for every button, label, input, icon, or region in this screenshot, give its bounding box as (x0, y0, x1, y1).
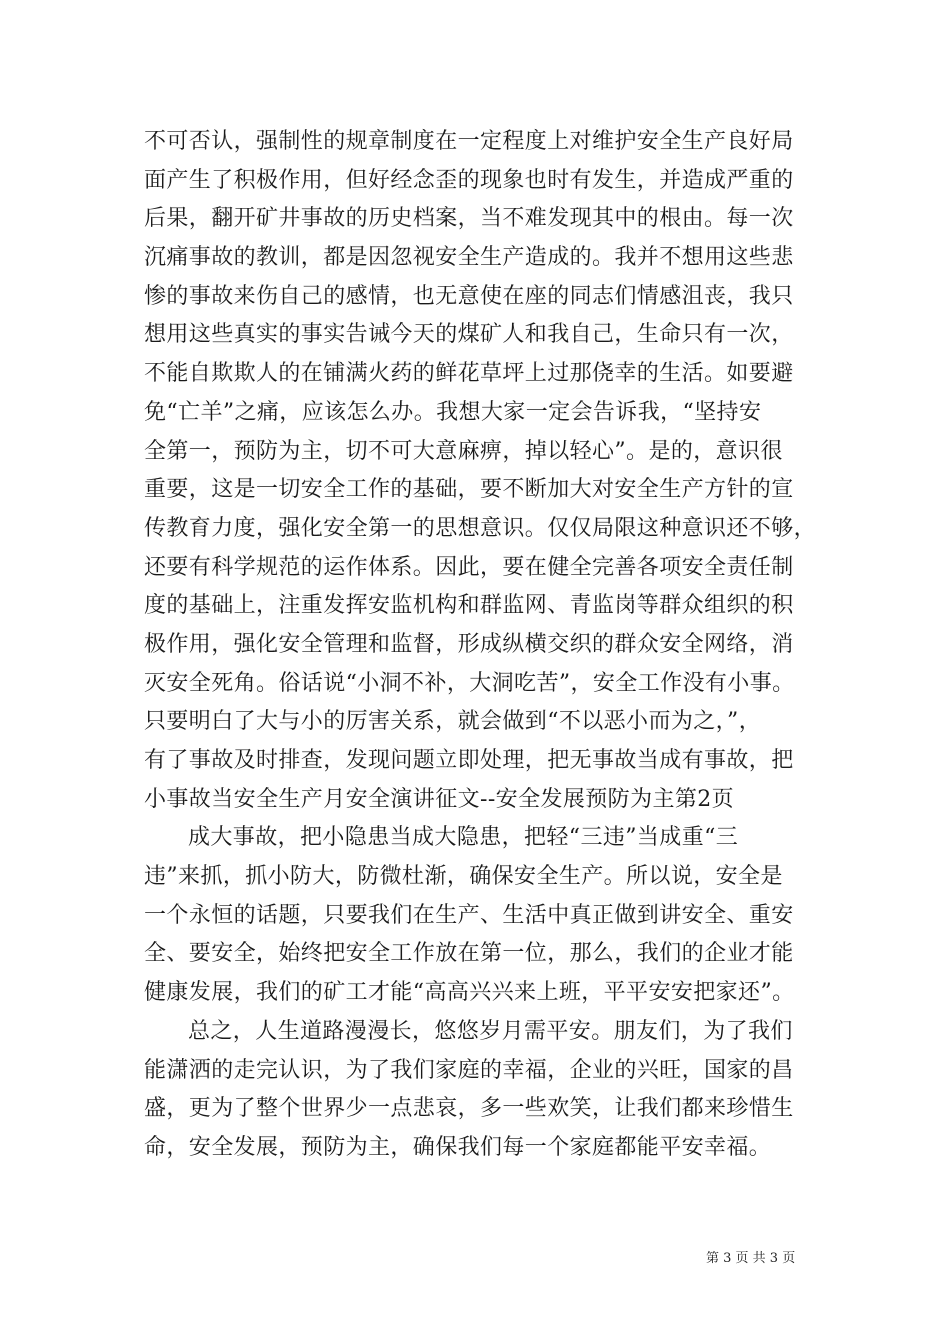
text-line: 盛，更为了整个世界少一点悲哀，多一些欢笑，让我们都来珍惜生 (144, 1096, 794, 1122)
text-line: 不能自欺欺人的在铺满火药的鲜花草坪上过那侥幸的生活。如要避 (144, 361, 794, 387)
text-line: 传教育力度，强化安全第一的思想意识。仅仅局限这种意识还不够， (144, 515, 817, 541)
text-line: 沉痛事故的教训，都是因忽视安全生产造成的。我并不想用这些悲 (144, 245, 794, 271)
text-line: 违”来抓，抓小防大，防微杜渐，确保安全生产。所以说，安全是 (144, 864, 783, 890)
text-line: 面产生了积极作用，但好经念歪的现象也时有发生，并造成严重的 (144, 167, 794, 193)
text-line: 重要，这是一切安全工作的基础，要不断加大对安全生产方针的宣 (144, 477, 794, 503)
text-line: 还要有科学规范的运作体系。因此，要在健全完善各项安全责任制 (144, 554, 794, 580)
text-line: 能潇洒的走完认识，为了我们家庭的幸福，企业的兴旺，国家的昌 (144, 1057, 794, 1083)
text-line: 免“亡羊”之痛，应该怎么办。我想大家一定会告诉我，“坚持安 (144, 399, 762, 425)
body-text (144, 123, 824, 1168)
text-line: 度的基础上，注重发挥安监机构和群监网、青监岗等群众组织的积 (144, 593, 794, 619)
paragraph-start-line: 总之，人生道路漫漫长，悠悠岁月需平安。朋友们，为了我们 (188, 1018, 793, 1044)
text-line: 健康发展，我们的矿工才能“高高兴兴来上班，平平安安把家还”。 (144, 980, 795, 1006)
text-line: 不可否认，强制性的规章制度在一定程度上对维护安全生产良好局 (144, 129, 794, 154)
text-line: 只要明白了大与小的厉害关系，就会做到“不以恶小而为之，”， (144, 709, 762, 735)
text-line: 有了事故及时排查，发现问题立即处理，把无事故当成有事故，把 (144, 748, 794, 773)
text-line: 想用这些真实的事实告诫今天的煤矿人和我自己，生命只有一次， (144, 322, 794, 348)
text-line: 极作用，强化安全管理和监督，形成纵横交织的群众安全网络，消 (144, 631, 794, 657)
text-line: 后果，翻开矿井事故的历史档案，当不难发现其中的根由。每一次 (144, 206, 794, 232)
text-line: 灭安全死角。俗话说“小洞不补，大洞吃苦”，安全工作没有小事。 (144, 670, 795, 696)
text-line: 全第一，预防为主，切不可大意麻痹，掉以轻心”。是的，意识很 (144, 438, 783, 464)
text-line: 一个永恒的话题，只要我们在生产、生活中真正做到讲安全、重安 (144, 902, 794, 928)
paragraph-start-line: 成大事故，把小隐患当成大隐患，把轻“三违”当成重“三 (188, 825, 739, 851)
page-number-footer: 第 3 页 共 3 页 (706, 1251, 796, 1266)
text-line: 惨的事故来伤自己的感情，也无意使在座的同志们情感沮丧，我只 (144, 283, 794, 309)
text-line: 全、要安全，始终把安全工作放在第一位，那么，我们的企业才能 (144, 941, 794, 967)
text-line: 命，安全发展，预防为主，确保我们每一个家庭都能平安幸福。 (144, 1134, 772, 1160)
text-line: 小事故当安全生产月安全演讲征文--安全发展预防为主第2页 (144, 786, 735, 812)
